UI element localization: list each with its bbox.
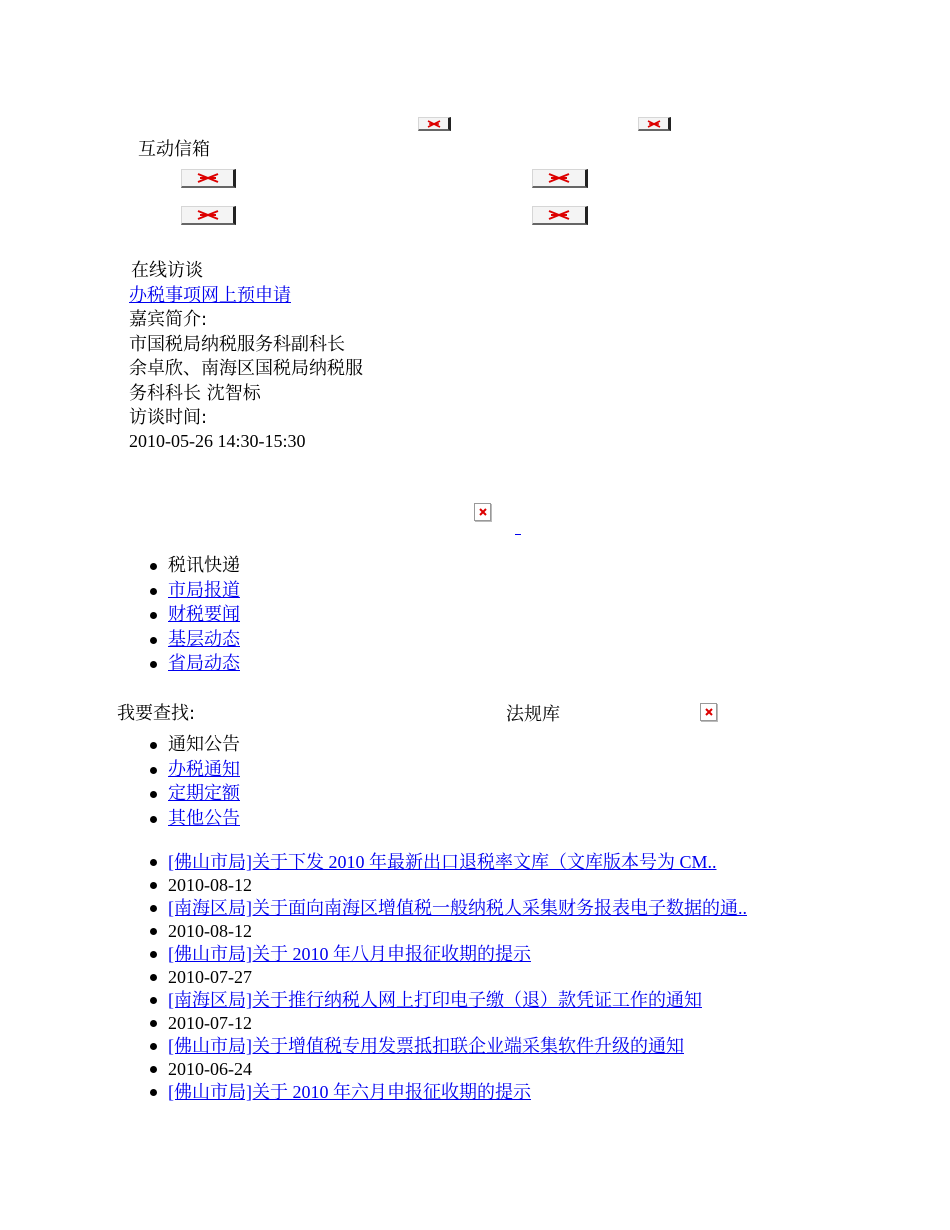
mailbox-button-3[interactable] [181,206,236,225]
broken-image-icon [704,707,714,717]
search-select[interactable]: 法规库 [506,704,560,724]
tab-city-report[interactable]: 市局报道 [150,579,240,604]
notice-tabs [150,733,240,831]
tax-news-tabs [150,554,240,677]
tab-local-news[interactable]: 基层动态 [150,628,240,653]
banner-image-right [638,117,671,131]
broken-image-icon [547,210,571,220]
tab-fixed-quota[interactable]: 定期定额 [150,782,240,807]
tab-finance-news[interactable]: 财税要闻 [150,603,240,628]
list-item-date: 2010-07-12 [150,1012,747,1035]
tab-tax-express[interactable]: 税讯快递 [150,554,240,579]
list-item-date: 2010-06-24 [150,1058,747,1081]
time-label: 访谈时间: [129,407,208,428]
broken-image-icon [647,120,661,128]
tab-other-notices[interactable]: 其他公告 [150,807,240,832]
guest-line-2: 余卓欣、南海区国税局纳税服 [129,358,363,379]
search-button[interactable] [700,703,717,721]
broken-image-icon [547,173,571,183]
banner-image-left [418,117,451,131]
broken-image-icon [196,173,220,183]
mailbox-button-1[interactable] [181,169,236,188]
search-label: 我要查找: [117,703,196,724]
list-item[interactable]: [佛山市局]关于 2010 年六月申报征收期的提示 [150,1081,747,1104]
broken-image-icon [478,507,488,517]
center-image-link[interactable] [515,522,521,535]
interview-block [129,284,291,308]
tab-tax-notices[interactable]: 办税通知 [150,758,240,783]
mailbox-button-4[interactable] [532,206,588,225]
interview-link[interactable]: 办税事项网上预申请 [129,285,291,306]
list-item[interactable]: [南海区局]关于推行纳税人网上打印电子缴（退）款凭证工作的通知 [150,989,747,1012]
guest-line-3: 务科科长 沈智标 [129,383,261,404]
tab-provincial-news[interactable]: 省局动态 [150,652,240,677]
list-item[interactable]: [佛山市局]关于下发 2010 年最新出口退税率文库（文库版本号为 CM.. [150,851,747,874]
time-value: 2010-05-26 14:30-15:30 [129,431,306,451]
broken-image-icon [196,210,220,220]
interview-title: 在线访谈 [131,260,203,281]
mailbox-button-2[interactable] [532,169,588,188]
center-image [474,503,491,521]
guest-label: 嘉宾简介: [129,309,208,330]
tab-notices[interactable]: 通知公告 [150,733,240,758]
list-item-date: 2010-08-12 [150,874,747,897]
list-item[interactable]: [佛山市局]关于 2010 年八月申报征收期的提示 [150,943,747,966]
list-item[interactable]: [佛山市局]关于增值税专用发票抵扣联企业端采集软件升级的通知 [150,1035,747,1058]
list-item-date: 2010-07-27 [150,966,747,989]
notice-list [150,851,747,1104]
list-item[interactable]: [南海区局]关于面向南海区增值税一般纳税人采集财务报表电子数据的通.. [150,897,747,920]
broken-image-icon [427,120,441,128]
list-item-date: 2010-08-12 [150,920,747,943]
guest-line-1: 市国税局纳税服务科副科长 [129,334,345,355]
mailbox-title: 互动信箱 [138,139,210,160]
